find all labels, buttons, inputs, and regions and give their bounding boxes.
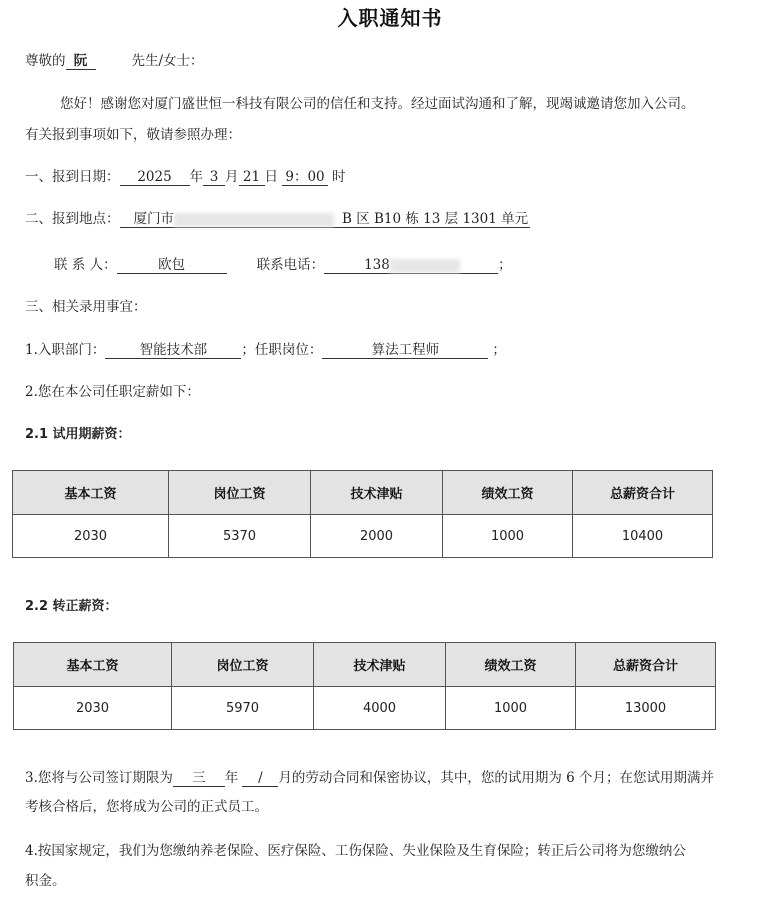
day-unit: 日: [264, 169, 278, 185]
table-header-cell: 总薪资合计: [576, 643, 716, 687]
time-unit: 时: [332, 169, 346, 185]
table-cell: 2030: [14, 687, 172, 730]
dept-value: 智能技术部: [105, 342, 241, 359]
item3-prefix: 3.您将与公司签订期限为: [25, 770, 173, 786]
contact-person: 欧包: [117, 257, 227, 274]
table-header-cell: 岗位工资: [172, 643, 314, 687]
recipient-name: 阮: [66, 53, 96, 70]
greeting-line: [25, 52, 204, 70]
table-header-cell: 基本工资: [13, 471, 169, 515]
table-header-cell: 技术津贴: [314, 643, 446, 687]
salary-intro: 2.您在本公司任职定薪如下：: [25, 384, 200, 400]
contact-phone-label: 联系电话：: [256, 257, 325, 273]
item3-rest: 月的劳动合同和保密协议，其中，您的试用期为 6 个月；在您试用期满并: [278, 770, 715, 786]
intro-line-2: 有关报到事项如下，敬请参照办理：: [25, 127, 241, 143]
report-time: 9：00: [282, 169, 328, 186]
year-unit: 年: [189, 169, 203, 185]
table-cell: 5370: [169, 515, 311, 558]
redacted-address: [174, 213, 334, 227]
table-cell: 4000: [314, 687, 446, 730]
table-header-cell: 绩效工资: [446, 643, 576, 687]
table-cell: 1000: [446, 687, 576, 730]
table-cell: 10400: [573, 515, 713, 558]
report-address: [120, 211, 531, 228]
table-cell: 13000: [576, 687, 716, 730]
report-place-line: [25, 210, 530, 228]
report-date-line: [25, 168, 346, 186]
table-cell: 2030: [13, 515, 169, 558]
table-cell: 1000: [443, 515, 573, 558]
table-cell: 5970: [172, 687, 314, 730]
report-month: 3: [203, 169, 225, 186]
dept-label: 1.入职部门：: [25, 342, 106, 358]
years-unit: 年: [224, 770, 239, 786]
table-header-cell: 岗位工资: [169, 471, 311, 515]
report-place-label: 二、报到地点：: [25, 211, 120, 227]
table-header-cell: 基本工资: [14, 643, 172, 687]
dept-line-end: ；: [492, 342, 506, 358]
address-tail: B 区 B10 栋 13 层 1301 单元: [342, 211, 529, 227]
report-day: 21: [239, 169, 265, 186]
dept-line: [25, 341, 506, 359]
document-title: 入职通知书: [337, 6, 443, 30]
probation-heading: 2.1 试用期薪资：: [25, 427, 131, 442]
contact-person-label: 联 系 人：: [54, 257, 117, 273]
item3-line-1: [25, 769, 714, 787]
contract-months: /: [242, 770, 278, 787]
redacted-phone: [390, 259, 460, 273]
table-row: [13, 515, 713, 558]
table-header-row: [14, 643, 716, 687]
contact-end: ；: [498, 257, 512, 273]
item4-line-1: 4.按国家规定，我们为您缴纳养老保险、医疗保险、工伤保险、失业保险及生育保险；转正后公司将为您缴纳公: [25, 843, 686, 859]
probation-salary-table: [12, 470, 713, 558]
address-city: 厦门市: [133, 211, 174, 227]
table-header-cell: 总薪资合计: [573, 471, 713, 515]
regular-heading: 2.2 转正薪资：: [25, 599, 118, 614]
contract-years: 三: [173, 770, 225, 787]
item3-line-2: 考核合格后，您将成为公司的正式员工。: [25, 799, 268, 815]
table-header-cell: 绩效工资: [443, 471, 573, 515]
month-unit: 月: [225, 169, 239, 185]
table-header-row: [13, 471, 713, 515]
item4-line-2: 积金。: [25, 873, 66, 889]
regular-salary-table: [13, 642, 716, 730]
intro-line-1: 您好！感谢您对厦门盛世恒一科技有限公司的信任和支持。经过面试沟通和了解，现竭诚邀请您加入公司。: [60, 96, 695, 112]
contact-phone: [324, 257, 498, 274]
position-label: ；任职岗位：: [241, 342, 323, 358]
section3-heading: 三、相关录用事宜：: [25, 299, 147, 315]
greeting-suffix: 先生/女士：: [131, 53, 204, 69]
phone-prefix: 138: [364, 257, 390, 273]
table-cell: 2000: [311, 515, 443, 558]
report-year: 2025: [120, 169, 190, 186]
position-value: 算法工程师: [322, 342, 488, 359]
table-row: [14, 687, 716, 730]
contact-line: [54, 256, 512, 274]
report-date-label: 一、报到日期：: [25, 169, 120, 185]
greeting-prefix: 尊敬的: [25, 53, 66, 69]
table-header-cell: 技术津贴: [311, 471, 443, 515]
